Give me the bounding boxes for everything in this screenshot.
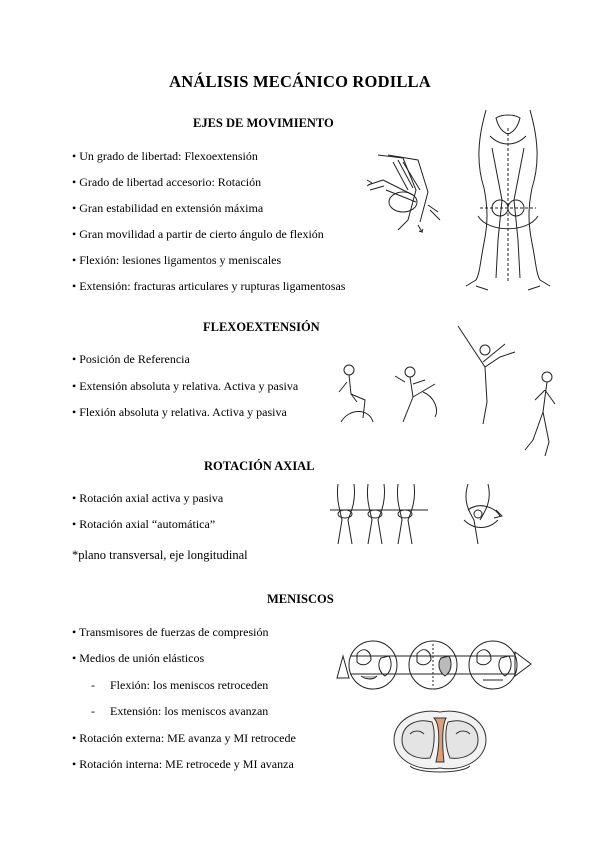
meniscus-diagram-3: [469, 641, 517, 689]
sub-item: Flexión: los meniscos retroceden: [110, 678, 269, 692]
page-title: ANÁLISIS MECÁNICO RODILLA: [169, 72, 431, 91]
section-heading-flexoextension: FLEXOEXTENSIÓN: [203, 320, 320, 334]
list-item: • Gran movilidad a partir de cierto ángulo de flexión: [72, 227, 324, 241]
meniscus-diagram-2: [409, 641, 457, 689]
list-item: • Gran estabilidad en extensión máxima: [72, 201, 264, 215]
list-item: • Rotación interna: ME retrocede y MI avanza: [72, 757, 294, 771]
list-item: • Transmisores de fuerzas de compresión: [72, 625, 269, 639]
list-item: • Extensión absoluta y relativa. Activa y pasiva: [72, 379, 299, 393]
list-item: • Rotación axial activa y pasiva: [72, 491, 224, 505]
section-heading-ejes: EJES DE MOVIMIENTO: [193, 116, 334, 130]
list-item: • Extensión: fracturas articulares y rupturas ligamentosas: [72, 279, 346, 293]
list-item: • Un grado de libertad: Flexoextensión: [72, 149, 258, 163]
tibial-plateau-illustration: [390, 704, 490, 776]
sub-item-marker: -: [91, 678, 95, 692]
sub-item: Extensión: los meniscos avanzan: [110, 704, 269, 718]
meniscus-diagram-1: [349, 641, 397, 689]
list-item: • Flexión: lesiones ligamentos y meniscales: [72, 253, 282, 267]
knee-ligament-illustration: [358, 150, 448, 235]
menisci-movement-diagrams: [333, 636, 533, 692]
lower-limb-axes-illustration: [458, 108, 558, 293]
axial-rotation-figures: [328, 480, 516, 548]
flexion-extension-figures: [335, 322, 575, 460]
section-heading-rotacion: ROTACIÓN AXIAL: [204, 459, 315, 473]
section-heading-meniscos: MENISCOS: [267, 592, 334, 606]
list-item: • Grado de libertad accesorio: Rotación: [72, 175, 262, 189]
list-item: • Rotación axial “automática”: [72, 517, 216, 531]
list-item: • Rotación externa: ME avanza y MI retrocede: [72, 731, 296, 745]
list-item: • Flexión absoluta y relativa. Activa y pasiva: [72, 405, 287, 419]
list-item: • Medios de unión elásticos: [72, 651, 205, 665]
sub-item-marker: -: [91, 704, 95, 718]
list-item: • Posición de Referencia: [72, 352, 190, 366]
section-note: *plano transversal, eje longitudinal: [72, 548, 248, 562]
